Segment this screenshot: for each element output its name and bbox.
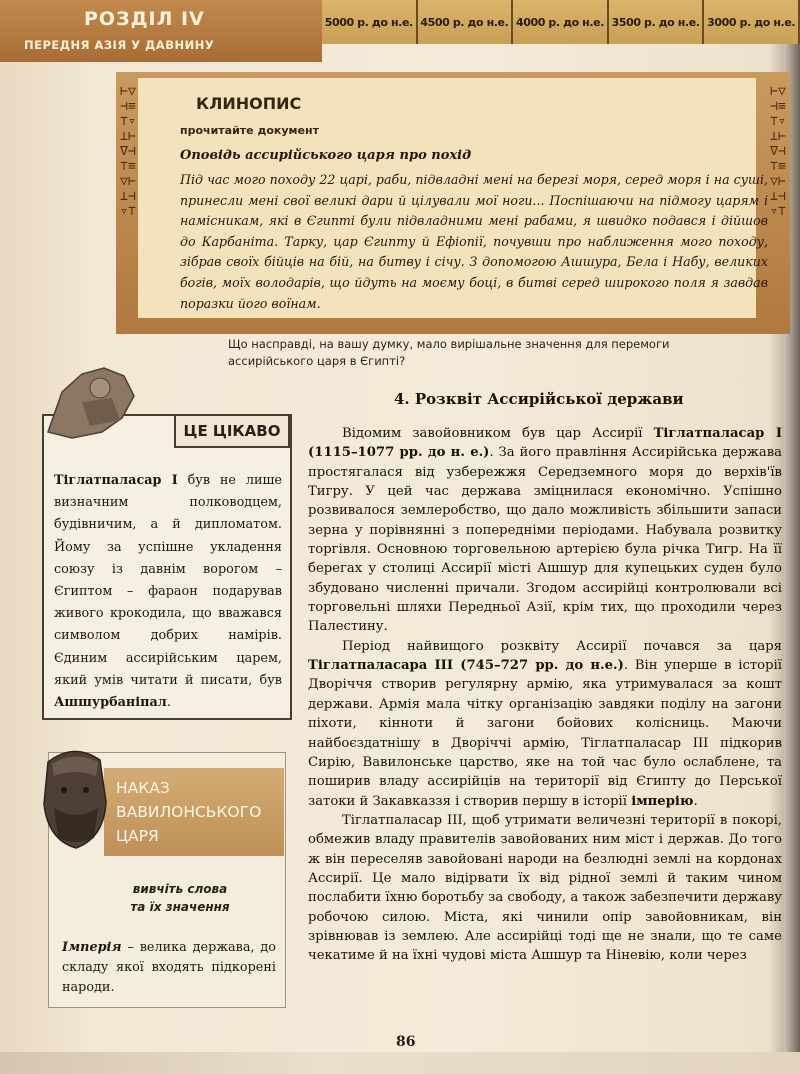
cuneiform-glyphs-right: ⊢▽⊣≡⊤▿⊥⊢∇⊣⊤≡▽⊢⊥⊣▿⊤ [770,84,786,219]
cuneiform-glyphs-left: ⊢▽⊣≡⊤▿⊥⊢∇⊣⊤≡▽⊢⊥⊣▿⊤ [120,84,136,219]
order-title: НАКАЗ ВАВИЛОНСЬКОГО ЦАРЯ [116,779,262,845]
order-study-line-1: вивчіть слова [132,882,228,896]
cuneiform-title: КЛИНОПИС [196,94,302,113]
cuneiform-box [116,72,790,334]
section-subtitle: ПЕРЕДНЯ АЗІЯ У ДАВНИНУ [24,38,215,52]
page-number: 86 [396,1034,416,1050]
document-title: Оповідь ассирійського царя про похід [180,148,472,163]
interesting-name-2: Ашшурбаніпал [54,695,167,711]
assyrian-warrior-image [42,362,138,442]
interesting-text [54,470,282,714]
section-heading: 4. Розквіт Ассирійської держави [394,390,684,408]
babylonian-king-head-image [34,742,116,852]
main-text [308,424,782,966]
section-header [0,0,322,62]
interesting-body: був не лише визначним полководцем, будівничим, а й дипломатом. Йому за успішне укладення союзу із давнім ворогом – Єгиптом – фараон подарував живого крокодила, що вважався символом добрих намірів. Єдиним ассирійським царем, який умів читати й писати, був [54,473,282,688]
p1-king-name: Тіглатпаласар I (1115–1077 рр. до н. е.) [308,426,782,461]
p2-text-c: . Він уперше в історії Дворіччя створив регулярну армію, яка утримувалася за кошт держави. Армія мала чітку організацію завдяки поділу на загони піхоти, кінноти й загони бойових колісниць. Маючи найбоєздатнішу в Дворіччі армію, Тіглатпаласар III підкорив Сирію, Вавилонське царство, яке на той час було ослаблене, та поширив владу ассирійців на території від Єгипту до Перської затоки й Закавказзя і створив першу в історії [308,658,782,809]
paragraph-1 [308,424,782,637]
document-text: Під час мого походу 22 царі, раби, підвладні мені на березі моря, серед моря і на суші, принесли мені свої великі дари й цілували мої ноги... Поспішаючи на підмогу царям і намісникам, які в Єгипті були підвладними мені рабами, я швидко подався і дійшов до Карбаніта. Тарку, цар Єгипту й Ефіопії, почувши про наближення мого походу, зібрав своїх бійців на бій, на битву і січу. З допомогою Ашшура, Бела і Набу, великих богів, моїх володарів, що йдуть на моєму боці, в битві серед широкого поля я завдав поразки його воїнам. [180,172,768,311]
p2-text-e: . [693,793,698,809]
order-study-prompt [100,880,260,916]
timeline [322,0,800,44]
p2-term: імперію [631,793,694,809]
p2-text-a: Період найвищого розквіту Ассирії почався за царя [342,638,782,654]
question-text: Що насправді, на вашу думку, мало вирішальне значення для перемоги ассирійського царя в Єгипті? [228,337,670,368]
timeline-cell: 3000 р. до н.е. [704,0,800,44]
order-definition-text: – велика держава, до складу якої входять підкорені народи. [62,940,276,995]
section-title: РОЗДІЛ IV [84,8,205,30]
p1-text-a: Відомим завойовником був цар Ассирії [342,426,654,441]
p2-king-name: Тіглатпаласара III (745–727 рр. до н.е.) [308,658,624,674]
cuneiform-instruction: прочитайте документ [180,124,319,137]
paragraph-3: Тіглатпаласар III, щоб утримати величезні території в покорі, обмежив владу правителів завойованих ним міст і держав. До того ж він переселяв завойовані народи на безлюдні землі на кордонах Ассирії. Це мало відірвати їх від рідної землі й таким чином послабити їхню боротьбу за свободу, а також забезпечити державу робочою силою. Міста, які чинили опір завойовникам, він зрівнював із землею. Але ассирійці тоді ще не знали, що те саме чекатиме й на їхні чудові міста Ашшур та Ніневію, коли через [308,812,782,964]
timeline-cell: 3500 р. до н.е. [609,0,705,44]
paragraph-2 [308,637,782,811]
bottom-edge [0,1052,800,1074]
interesting-label: ЦЕ ЦІКАВО [174,414,290,448]
p1-text-c: . За його правління Ассирійська держава простягалася від узбережжя Середземного моря до верхів'їв Тигру. У цей час держава зміцнилася економічно. Успішно розвивалося землеробство, що дало можливість збільшити запаси зерна у порівнянні з попередніми періодами. Набувала розвитку торгівля. Основною торговельною артерією була річка Тигр. На її берегах у столиці Ассирії місті Ашшур для купецьких суден було збудовано численні причали. Згодом ассирійці контролювали всі торговельні шляхи Передньої Азії, крім тих, що проходили через Палестину. [308,445,782,635]
order-study-line-2: та їх значення [130,900,230,914]
interesting-end: . [166,695,171,711]
order-definition [62,938,276,998]
timeline-cell: 4500 р. до н.е. [418,0,514,44]
cuneiform-panel [138,78,768,318]
timeline-cell: 4000 р. до н.е. [513,0,609,44]
timeline-cell: 5000 р. до н.е. [322,0,418,44]
order-term: Імперія [62,940,122,955]
interesting-name-1: Тіглатпаласар I [54,473,178,488]
